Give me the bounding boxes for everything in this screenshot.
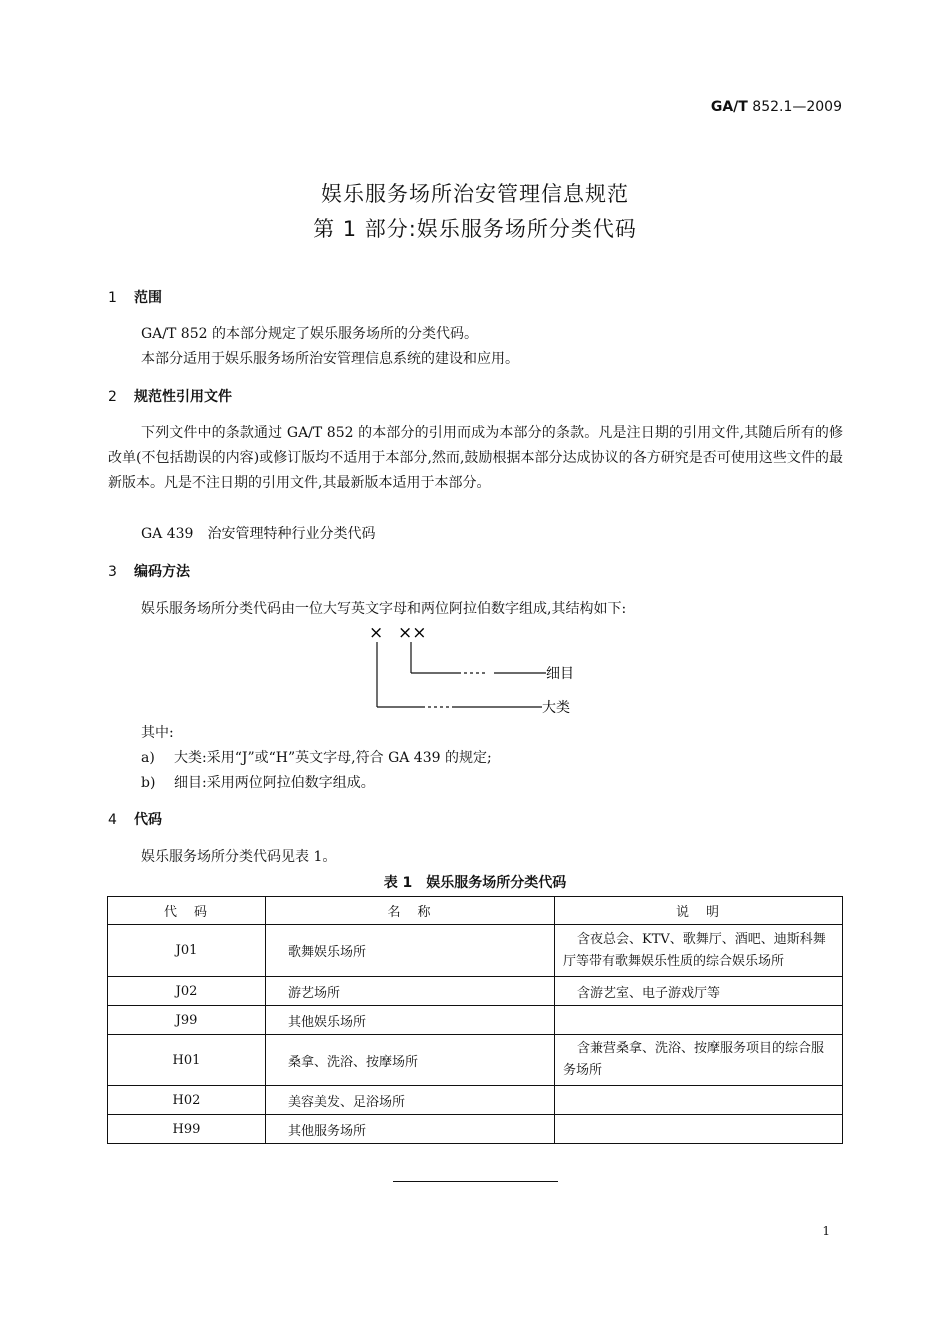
normative-reference: GA 439 治安管理特种行业分类代码 [141, 526, 376, 542]
cell-note: 含夜总会、KTV、歌舞厅、酒吧、迪斯科舞厅等带有歌舞娱乐性质的综合娱乐场所 [555, 925, 843, 977]
section-heading-1 [108, 287, 162, 307]
code-structure-diagram [360, 620, 600, 724]
table-row [108, 1006, 843, 1035]
standard-number [711, 99, 842, 115]
cell-note [555, 1115, 843, 1144]
column-header-note: 说 明 [555, 897, 843, 925]
list-text: 大类:采用“J”或“H”英文字母,符合 GA 439 的规定; [174, 750, 492, 766]
column-header-code: 代 码 [108, 897, 266, 925]
standard-code: 852.1—2009 [752, 99, 842, 115]
classification-code-table [107, 896, 843, 1144]
document-title-line2: 第 1 部分:娱乐服务场所分类代码 [313, 217, 637, 241]
table-row [108, 1115, 843, 1144]
table-row [108, 977, 843, 1006]
paragraph: 娱乐服务场所分类代码由一位大写英文字母和两位阿拉伯数字组成,其结构如下: [141, 601, 627, 617]
section-title: 规范性引用文件 [134, 389, 232, 405]
cell-code: J99 [108, 1006, 266, 1035]
cell-name: 游艺场所 [266, 977, 555, 1006]
cell-name: 桑拿、洗浴、按摩场所 [266, 1035, 555, 1086]
cell-code: H99 [108, 1115, 266, 1144]
list-item-b [141, 772, 375, 792]
document-title-line1: 娱乐服务场所治安管理信息规范 [321, 182, 629, 206]
cell-code: J02 [108, 977, 266, 1006]
list-marker: a) [141, 750, 155, 766]
cell-name: 美容美发、足浴场所 [266, 1086, 555, 1115]
detail-symbol: ×× [398, 623, 427, 643]
section-number: 4 [108, 812, 117, 828]
section-title: 范围 [134, 290, 162, 306]
section-heading-3 [108, 561, 190, 581]
page-number: 1 [822, 1224, 830, 1238]
cell-code: H01 [108, 1035, 266, 1086]
section-heading-2 [108, 386, 232, 406]
where-label: 其中: [141, 725, 174, 741]
table-row [108, 1086, 843, 1115]
list-item-a [141, 747, 492, 767]
paragraph: 下列文件中的条款通过 GA/T 852 的本部分的引用而成为本部分的条款。凡是注日期的引用文件,其随后所有的修改单(不包括勘误的内容)或修订版均不适用于本部分,然而,鼓励根据本部分达成协议的各方研究是否可使用这些文件的最新版本。凡是不注日期的引用文件,其最新版本适用于本部分。 [108, 425, 843, 491]
table-row [108, 1035, 843, 1086]
major-class-symbol: × [369, 623, 384, 643]
section-number: 2 [108, 389, 117, 405]
detail-label: 细目 [546, 666, 574, 682]
paragraph: GA/T 852 的本部分规定了娱乐服务场所的分类代码。 [141, 326, 478, 342]
list-marker: b) [141, 775, 156, 791]
cell-code: J01 [108, 925, 266, 977]
list-text: 细目:采用两位阿拉伯数字组成。 [174, 775, 375, 791]
section-title: 代码 [134, 812, 162, 828]
cell-name: 歌舞娱乐场所 [266, 925, 555, 977]
section-title: 编码方法 [134, 564, 190, 580]
table-header-row [108, 897, 843, 925]
table-row [108, 925, 843, 977]
column-header-name: 名 称 [266, 897, 555, 925]
cell-note [555, 1006, 843, 1035]
end-of-text-rule [393, 1181, 558, 1182]
table-caption: 表 1 娱乐服务场所分类代码 [383, 875, 567, 891]
cell-code: H02 [108, 1086, 266, 1115]
code-structure-svg [360, 620, 600, 720]
cell-name: 其他娱乐场所 [266, 1006, 555, 1035]
section-number: 3 [108, 564, 117, 580]
paragraph: 娱乐服务场所分类代码见表 1。 [141, 849, 337, 865]
paragraph: 本部分适用于娱乐服务场所治安管理信息系统的建设和应用。 [141, 351, 519, 367]
cell-note [555, 1086, 843, 1115]
standard-prefix: GA/T [710, 99, 748, 115]
cell-name: 其他服务场所 [266, 1115, 555, 1144]
cell-note: 含兼营桑拿、洗浴、按摩服务项目的综合服务场所 [555, 1035, 843, 1086]
section-number: 1 [108, 290, 117, 306]
major-class-label: 大类 [542, 700, 570, 716]
cell-note: 含游艺室、电子游戏厅等 [555, 977, 843, 1006]
section-heading-4 [108, 809, 162, 829]
